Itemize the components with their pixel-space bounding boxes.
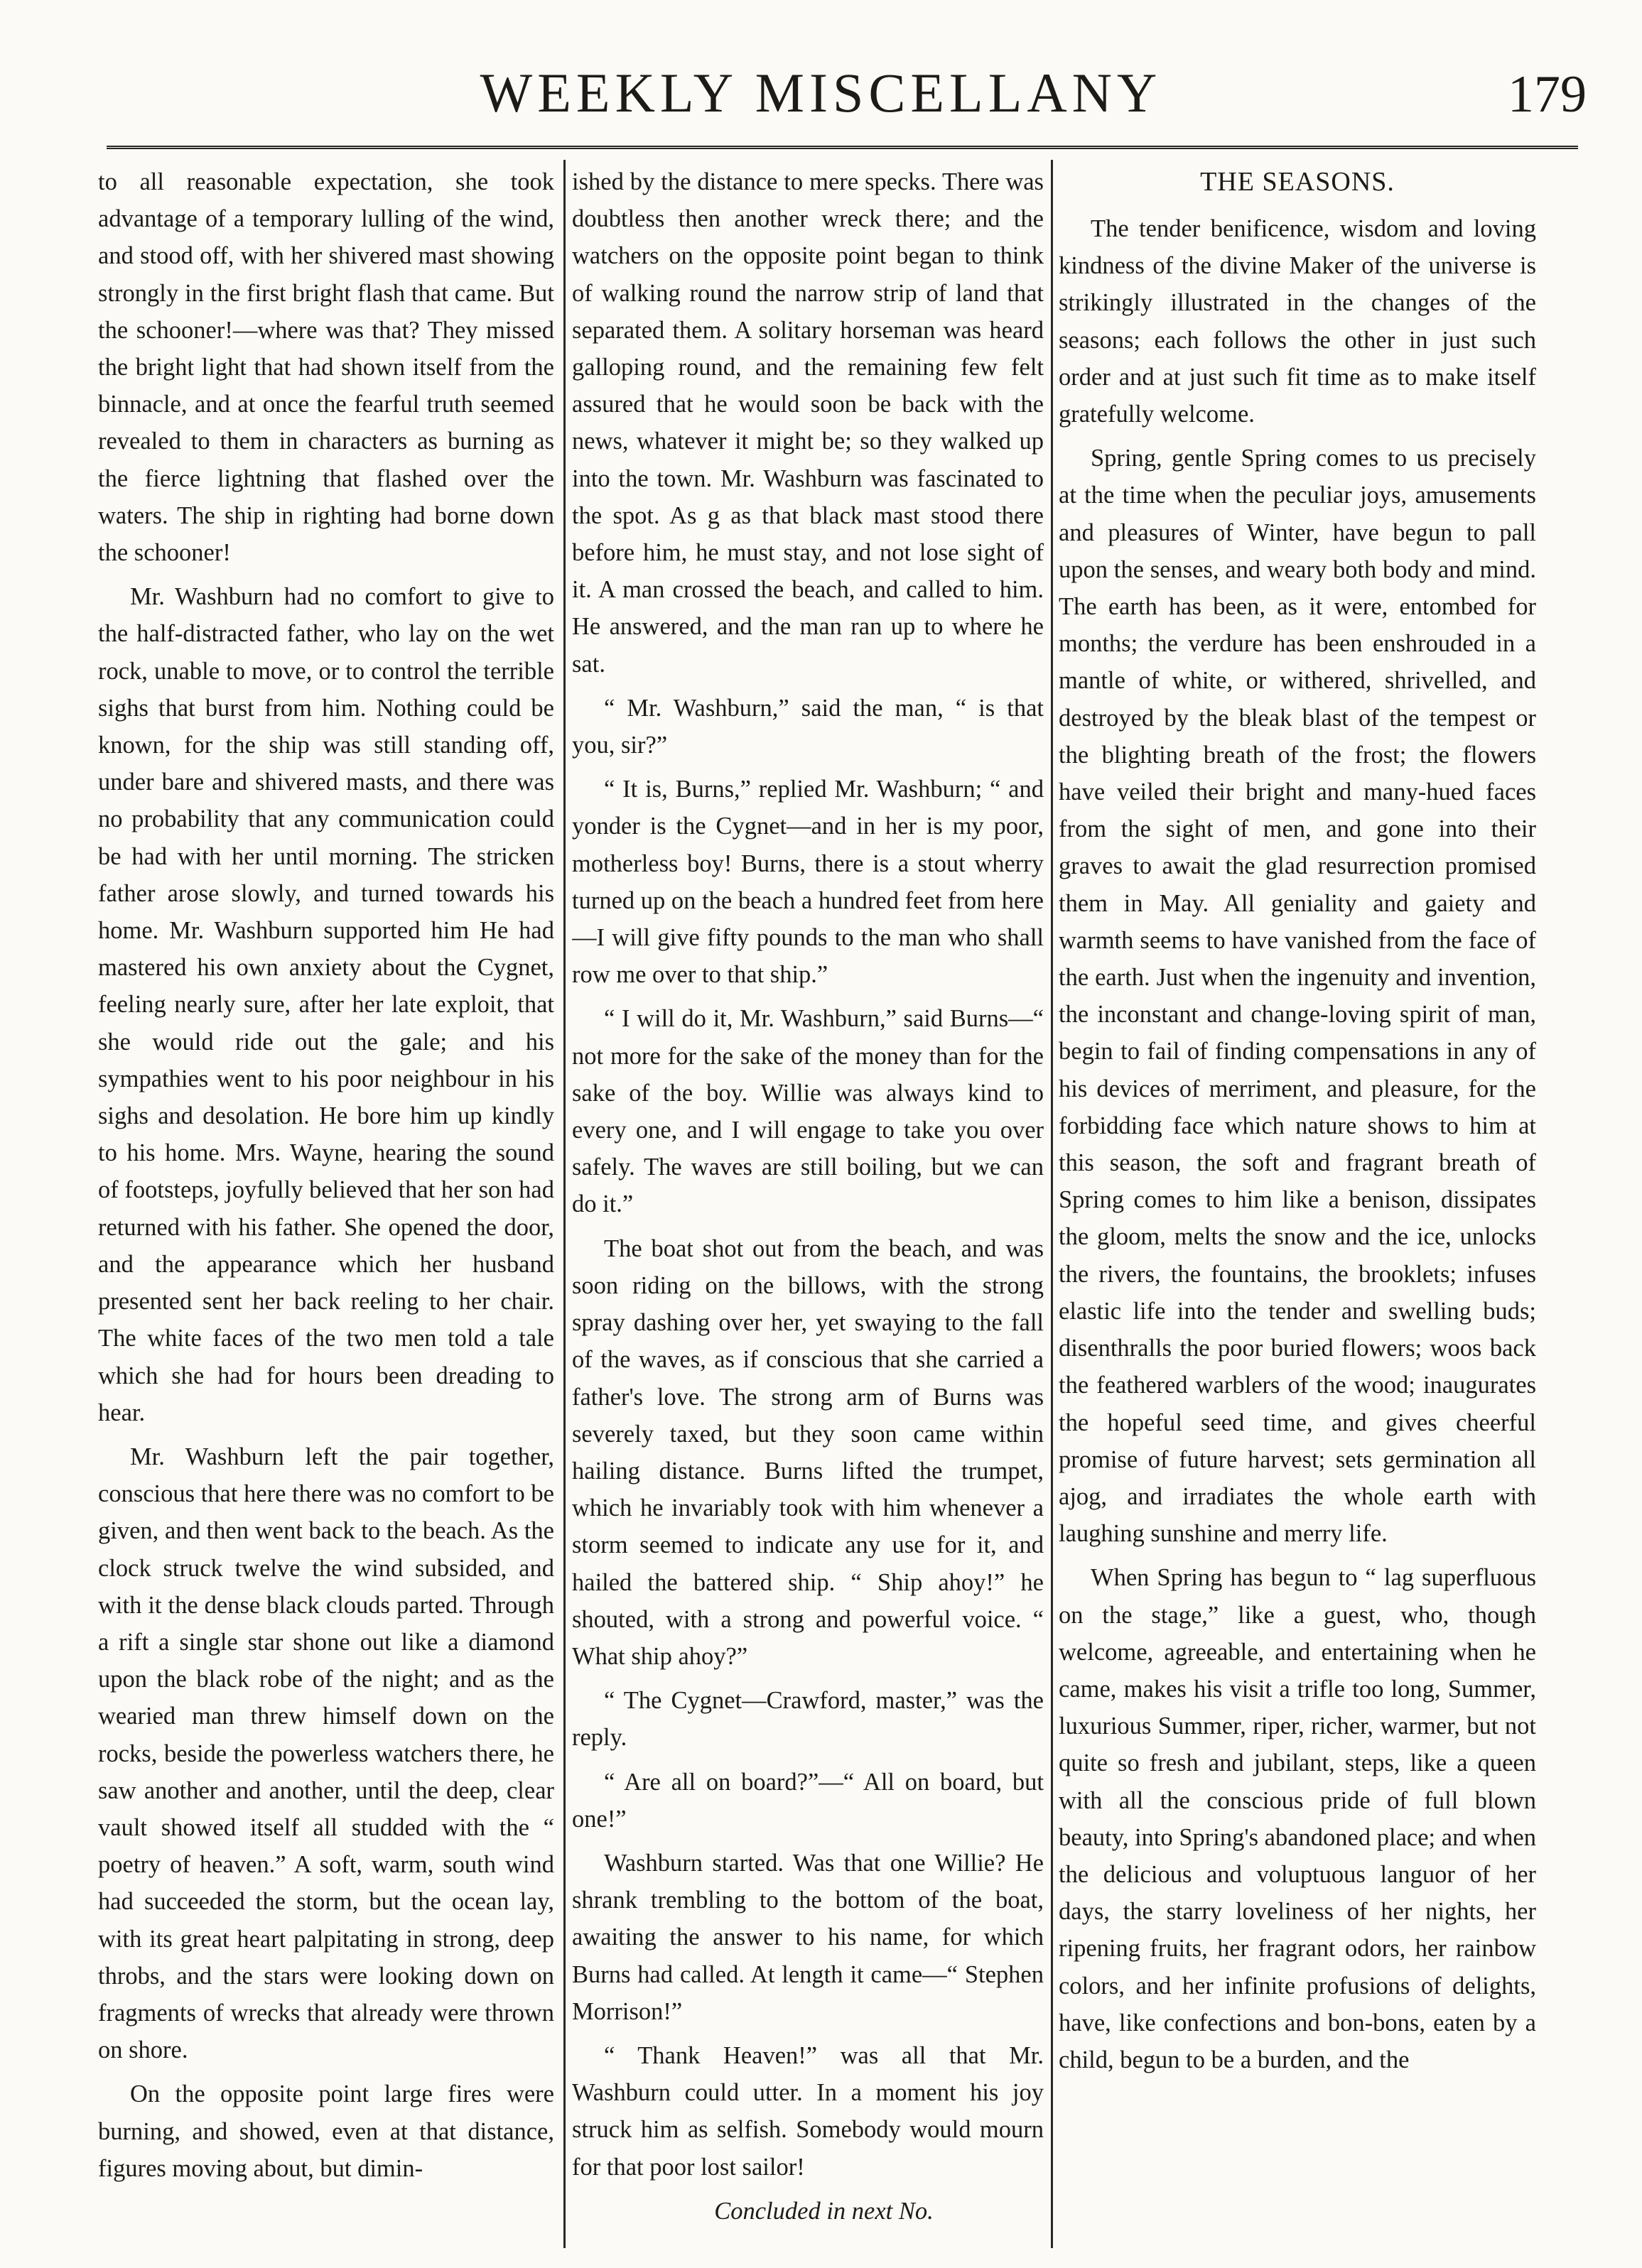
continued-note: Concluded in next No. <box>714 2197 934 2225</box>
paragraph: “ I will do it, Mr. Washburn,” said Burns—“ not more for the sake of the money than for the sake of the boy. Willie was always kind to every one, and I will engage to take you over safely. The waves are still boiling, but we can do it.” <box>572 1005 1044 1218</box>
paragraph: When Spring has begun to “ lag superfluous on the stage,” like a guest, who, though welcome, agreeable, and entertaining when he came, makes his visit a trifle too long, Summer, luxurious Summer, riper, richer, warmer, but not quite so fresh and jubilant, steps, like a queen with all the conscious pride of full blown beauty, into Spring's abandoned place; and when the delicious and voluptuous languor of her days, the starry loveliness of her nights, her ripening fruits, her fragrant odors, her rainbow colors, and her infinite profusions of delights, have, like confections and bon-bons, eaten by a child, begun to be a burden, and the <box>1059 1564 1536 2073</box>
paragraph: “ The Cygnet—Crawford, master,” was the reply. <box>572 1687 1044 1752</box>
paragraph: The boat shot out from the beach, and was soon riding on the billows, with the strong spray dashing over her, yet swaying to the fall of the waves, as if conscious that she carried a father's love. The strong arm of Burns was severely taxed, but they soon came within hailing distance. Burns lifted the trumpet, which he invariably took with him whenever a storm seemed to indicate any use for it, and hailed the battered ship. “ Ship ahoy!” he shouted, with a strong and powerful voice. “ What ship ahoy?” <box>572 1235 1044 1670</box>
header-rule <box>107 146 1578 149</box>
page-number: 179 <box>1508 65 1587 124</box>
paragraph: Mr. Washburn had no comfort to give to the half-distracted father, who lay on the wet rock, unable to move, or to control the terrible sighs that burst from him. Nothing could be known, for the ship was still standing off, under bare and shivered masts, and there was no probability that any communication could be had with her until morning. The stricken father arose slowly, and turned towards his home. Mr. Washburn supported him He had mastered his own anxiety about the Cygnet, feeling nearly sure, after her late exploit, that she would ride out the gale; and his sympathies went to his poor neighbour in his sighs and desolation. He bore him up kindly to his home. Mrs. Wayne, hearing the sound of footsteps, joyfully believed that her son had returned with his father. She opened the door, and the appearance which her husband presented sent her back reeling to her chair. The white faces of the two men told a tale which she had for hours been dreading to hear. <box>98 583 554 1426</box>
paragraph: Spring, gentle Spring comes to us precisely at the time when the peculiar joys, amusements and pleasures of Winter, have begun to pall upon the senses, and weary both body and mind. The earth has been, as it were, entombed for months; the verdure has been enshrouded in a mantle of white, or withered, shrivelled, and destroyed by the bleak blast of the tempest or the blighting breath of the frost; the flowers have veiled their bright and many-hued faces from the sight of men, and gone into their graves to await the glad resurrection promised them in May. All geniality and gaiety and warmth seems to have vanished from the face of the earth. Just when the ingenuity and invention, the inconstant and change-loving spirit of man, begin to fail of finding compensations in any of his devices of merriment, and pleasure, for the forbidding face which nature shows to him at this season, the soft and fragrant breath of Spring comes to him like a benison, dissipates the gloom, melts the snow and the ice, unlocks the rivers, the fountains, the brooklets; infuses elastic life into the tender and swelling buds; disenthralls the poor buried flowers; woos back the feathered warblers of the wood; inaugurates the hopeful seed time, and gives cheerful promise of future harvest; sets germination all ajog, and irradiates the whole earth with laughing sunshine and merry life. <box>1059 445 1536 1548</box>
paragraph: Mr. Washburn left the pair together, conscious that here there was no comfort to be given, and then went back to the beach. As the clock struck twelve the wind subsided, and with it the dense black clouds parted. Through a rift a single star shone out like a diamond upon the black robe of the night; and as the wearied man threw himself down on the rocks, beside the powerless watchers there, he saw another and another, until the deep, clear vault showed itself all studded with the “ poetry of heaven.” A soft, warm, south wind had succeeded the storm, but the ocean lay, with its great heart palpitating in strong, deep throbs, and the stars were looking down on fragments of wrecks that already were thrown on shore. <box>98 1443 554 2064</box>
section-heading: THE SEASONS. <box>1200 167 1395 197</box>
paragraph: to all reasonable expectation, she took advantage of a temporary lulling of the wind, and stood off, with her shivered mast showing strongly in the first bright flash that came. But the schooner!—where was that? They missed the bright light that had shown itself from the binnacle, and at once the fearful truth seemed revealed to them in characters as burning as the fierce lightning that flashed over the waters. The ship in righting had borne down the schooner! <box>98 168 554 567</box>
column-3 <box>1059 163 1536 2241</box>
paragraph: “ It is, Burns,” replied Mr. Washburn; “ and yonder is the Cygnet—and in her is my poor, motherless boy! Burns, there is a stout wherry turned up on the beach a hundred feet from here—I will give fifty pounds to the man who shall row me over to that ship.” <box>572 776 1044 989</box>
column-1 <box>98 163 554 2241</box>
column-divider <box>1051 160 1053 2248</box>
running-title: WEEKLY MISCELLANY <box>480 62 1162 124</box>
column-2 <box>572 163 1044 2241</box>
page-header <box>0 0 1642 149</box>
paragraph: “ Mr. Washburn,” said the man, “ is that you, sir?” <box>572 694 1044 759</box>
paragraph: On the opposite point large fires were burning, and showed, even at that distance, figures moving about, but dimin- <box>98 2080 554 2182</box>
paragraph: ished by the distance to mere specks. There was doubtless then another wreck there; and the watchers on the opposite point began to think of walking round the narrow strip of land that separated them. A solitary horseman was heard galloping round, and the remaining few felt assured that he would soon be back with the news, whatever it might be; so they walked up into the town. Mr. Washburn was fascinated to the spot. As g as that black mast stood there before him, he must stay, and not lose sight of it. A man crossed the beach, and called to him. He answered, and the man ran up to where he sat. <box>572 168 1044 678</box>
paragraph: “ Thank Heaven!” was all that Mr. Washburn could utter. In a moment his joy struck him as selfish. Somebody would mourn for that poor lost sailor! <box>572 2041 1044 2181</box>
paragraph: The tender benificence, wisdom and loving kindness of the divine Maker of the universe is strikingly illustrated in the changes of the seasons; each follows the other in just such order and at just such fit time as to make itself gratefully welcome. <box>1059 215 1536 428</box>
column-divider <box>563 160 566 2248</box>
paragraph: “ Are all on board?”—“ All on board, but one!” <box>572 1768 1044 1833</box>
paragraph: Washburn started. Was that one Willie? He shrank trembling to the bottom of the boat, awaiting the answer to his name, for which Burns had called. At length it came—“ Stephen Morrison!” <box>572 1849 1044 2025</box>
